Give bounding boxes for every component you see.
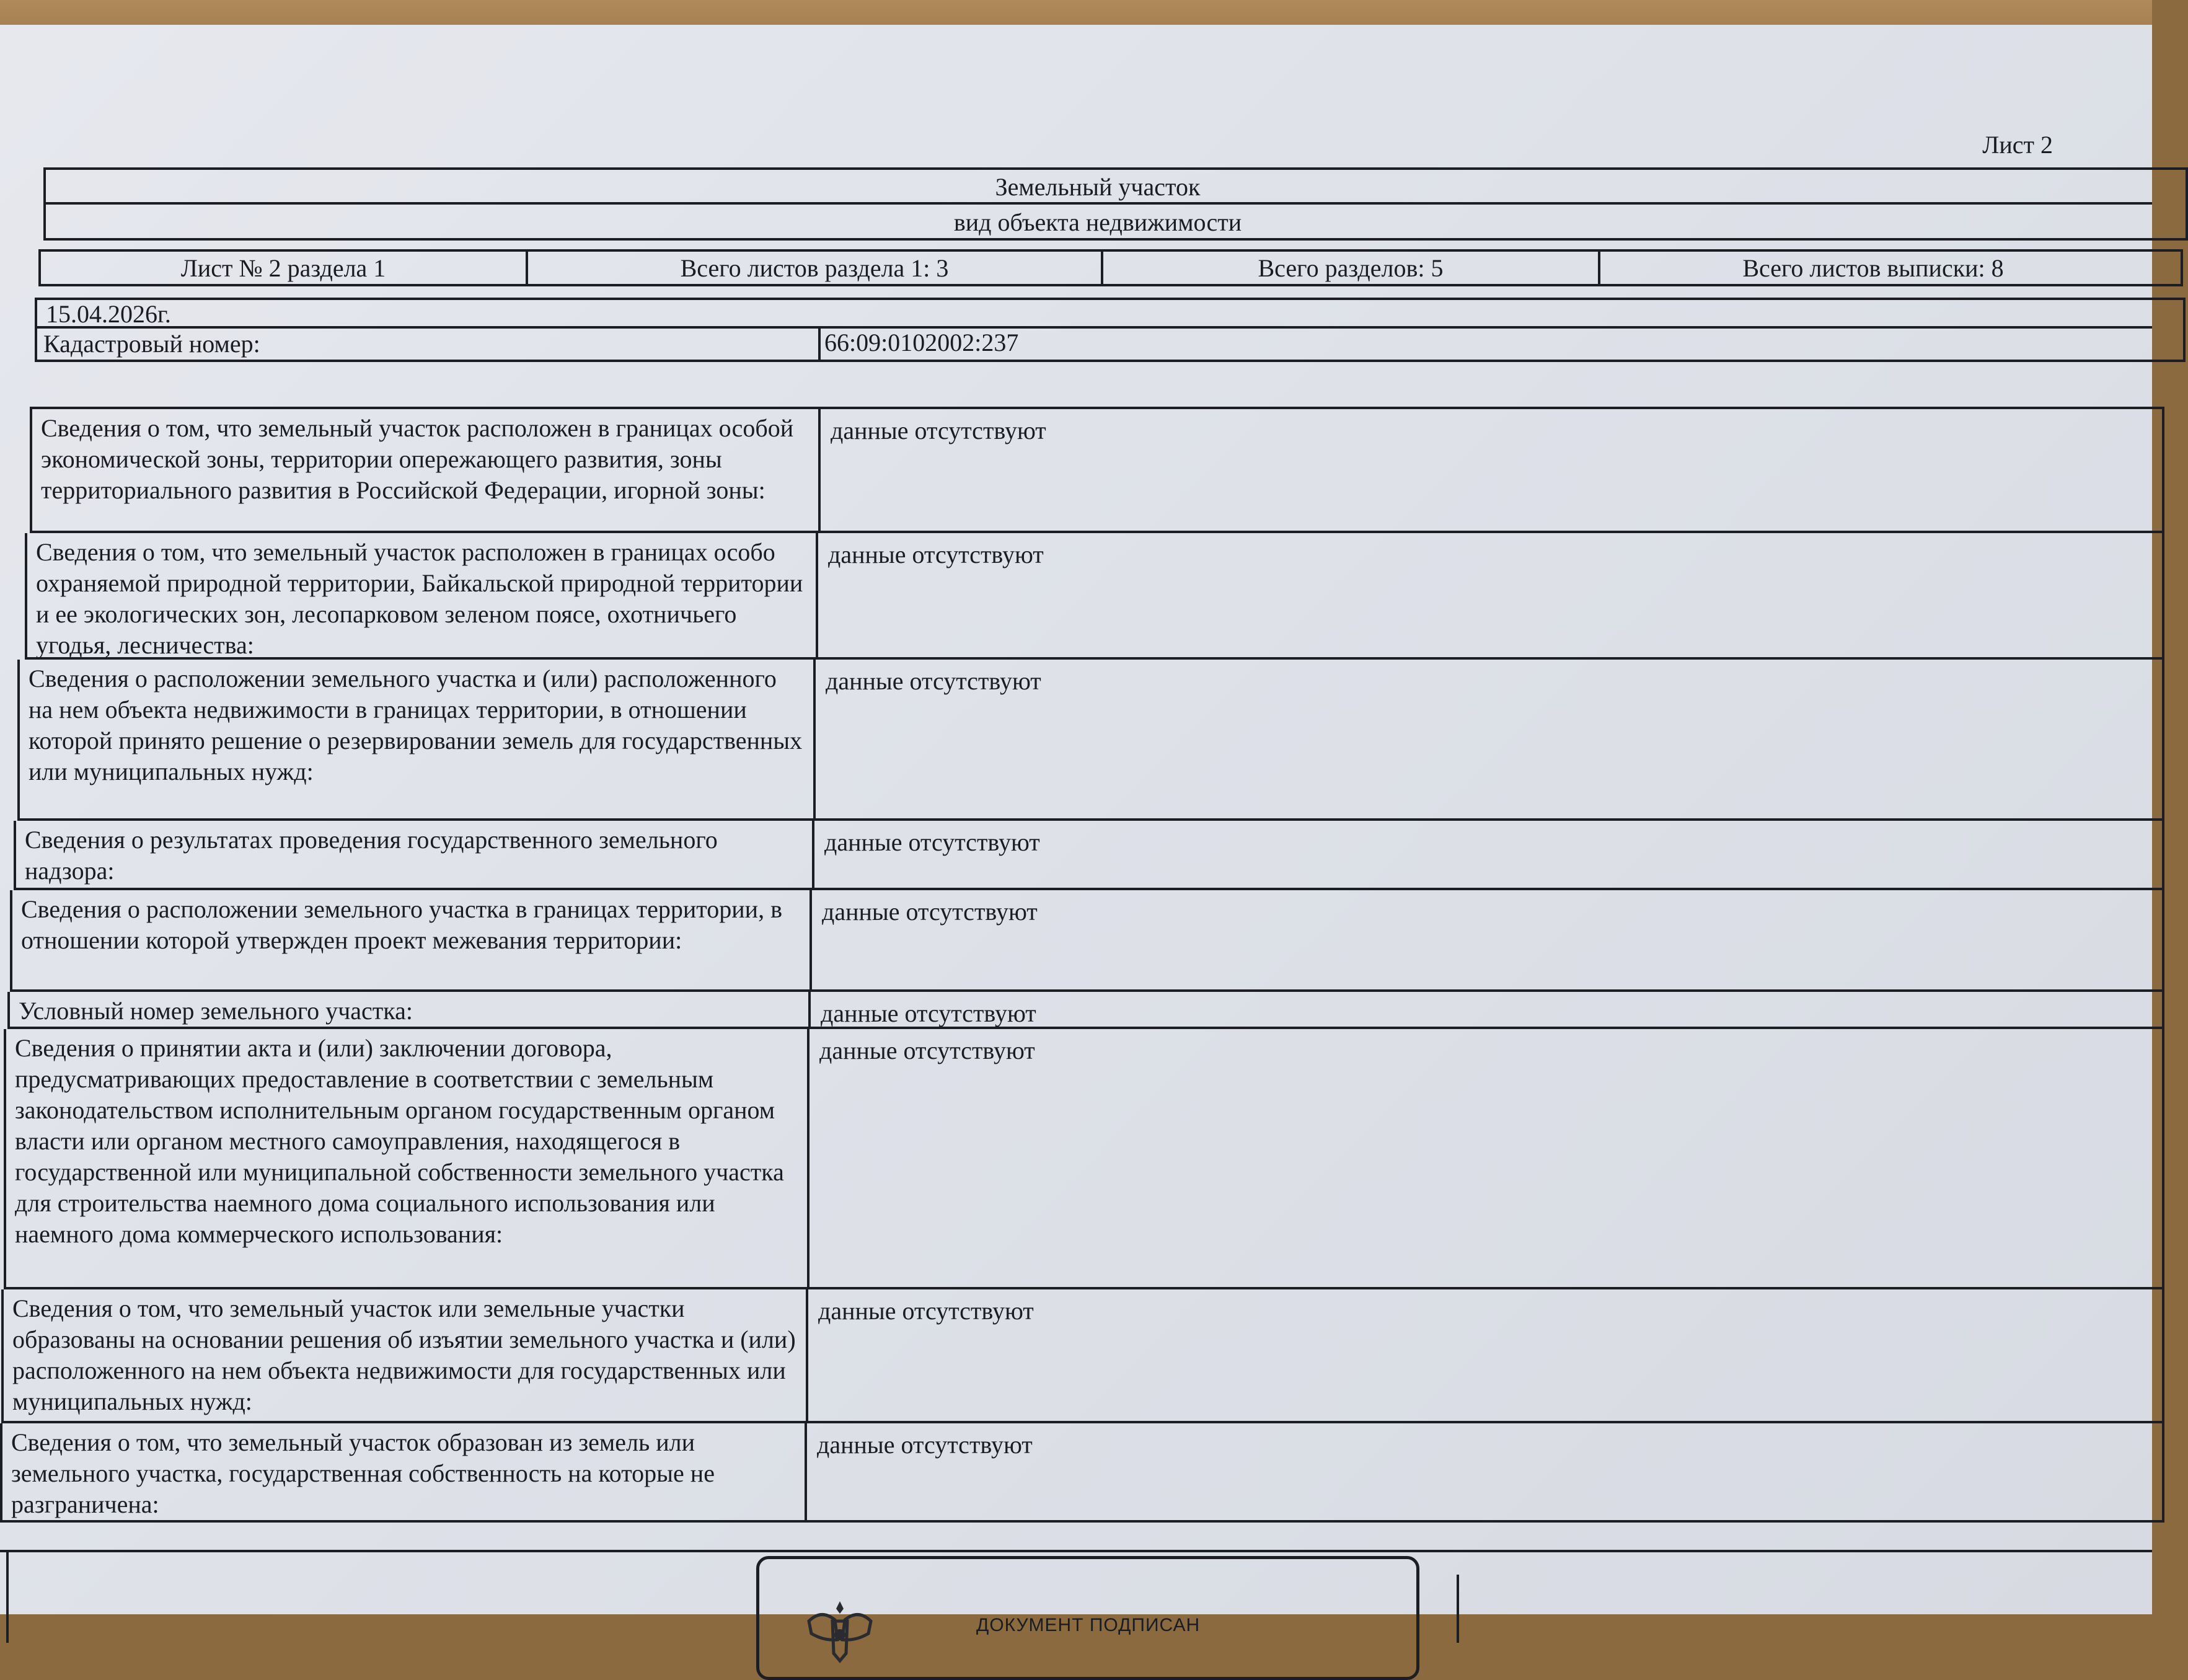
cadastral-divider [818, 326, 821, 362]
row-label: Сведения о расположении земельного участка в границах территории, в отношении которой утвержден проект межевания территории: [21, 895, 782, 954]
table-row [14, 821, 2164, 890]
row-divider [805, 1423, 807, 1520]
table-row [25, 533, 2164, 660]
row-divider [816, 533, 818, 657]
table-row [4, 1029, 2164, 1289]
cadastral-number: 66:09:0102002:237 [824, 329, 1019, 356]
footer-line [0, 1550, 2152, 1552]
table-row [30, 407, 2164, 533]
row-value: данные отсутствуют [824, 828, 1040, 856]
cadastral-label: Кадастровый номер: [43, 330, 260, 358]
row-value: данные отсутствуют [826, 667, 1041, 695]
row-value: данные отсутствуют [819, 1037, 1035, 1064]
date-divider [35, 326, 2152, 329]
row-divider [807, 1029, 809, 1287]
row-value: данные отсутствуют [817, 1431, 1033, 1459]
row-divider [812, 821, 814, 888]
date-cadastral-block [35, 298, 2186, 362]
table-row [1, 1289, 2164, 1423]
document-signed-label: ДОКУМЕНТ ПОДПИСАН [976, 1615, 1201, 1635]
footer-left-divider [6, 1550, 9, 1643]
sheet-of-section: Лист № 2 раздела 1 [180, 254, 386, 282]
row-divider [808, 992, 811, 1027]
object-title: Земельный участок [995, 172, 1201, 201]
table-row [10, 890, 2164, 992]
row-label: Сведения о расположении земельного участка и (или) расположенного на нем объекта недвижимости в границах территории, в отношении которой принято решение о резервировании земель для государственных или муниципальных нужд: [29, 665, 803, 785]
row-label: Сведения о том, что земельный участок расположен в границах особой экономической зоны, территории опережающего развития, зоны территориального развития в Российской Федерации, игорной зоны: [41, 414, 794, 504]
footer-right-divider [1457, 1575, 1459, 1643]
row-label: Условный номер земельного участка: [19, 997, 413, 1025]
row-value: данные отсутствуют [818, 1297, 1034, 1325]
row-label: Сведения о результатах проведения государственного земельного надзора: [25, 826, 718, 885]
row-label: Сведения о принятии акта и (или) заключении договора, предусматривающих предоставление в соответствии с земельным законодательством исполнительным органом государственным органом власти или органом местного самоуправления, находящегося в государственной или муниципальной собственности земельного участка для строительства наемного дома социального использования или наемного дома коммерческого использования: [15, 1034, 784, 1248]
sheet-number: Лист 2 [1982, 131, 2053, 159]
total-section-sheets: Всего листов раздела 1: 3 [680, 254, 949, 282]
row-value: данные отсутствуют [822, 898, 1038, 926]
table-row [17, 660, 2164, 821]
row-divider [806, 1289, 808, 1421]
row-label: Сведения о том, что земельный участок расположен в границах особо охраняемой природной территории, Байкальской природной территории и ее экологических зон, лесопарковом зеленом поясе, охотничьего угодья, лесничества: [36, 538, 803, 659]
signature-stamp [756, 1556, 1419, 1680]
table-row [0, 1423, 2164, 1523]
total-sections: Всего разделов: 5 [1258, 254, 1444, 282]
row-value: данные отсутствуют [828, 541, 1044, 568]
object-type: вид объекта недвижимости [953, 208, 1242, 236]
row-value: данные отсутствуют [831, 417, 1046, 444]
extract-date: 15.04.2026г. [46, 300, 171, 328]
row-divider [809, 890, 812, 989]
row-divider [818, 409, 821, 531]
table-row [7, 992, 2164, 1029]
document-page [0, 25, 2152, 1635]
row-divider [813, 660, 816, 818]
eagle-emblem-icon [803, 1596, 877, 1665]
total-extract-sheets: Всего листов выписки: 8 [1742, 254, 2004, 282]
row-label: Сведения о том, что земельный участок или земельные участки образованы на основании решения об изъятии земельного участка и (или) расположенного на нем объекта недвижимости для государственных или муниципальных нужд: [12, 1294, 796, 1415]
row-label: Сведения о том, что земельный участок образован из земель или земельного участка, государственная собственность на которые не разграничена: [11, 1428, 715, 1518]
row-value: данные отсутствуют [821, 999, 1036, 1027]
title-divider [43, 202, 2152, 205]
